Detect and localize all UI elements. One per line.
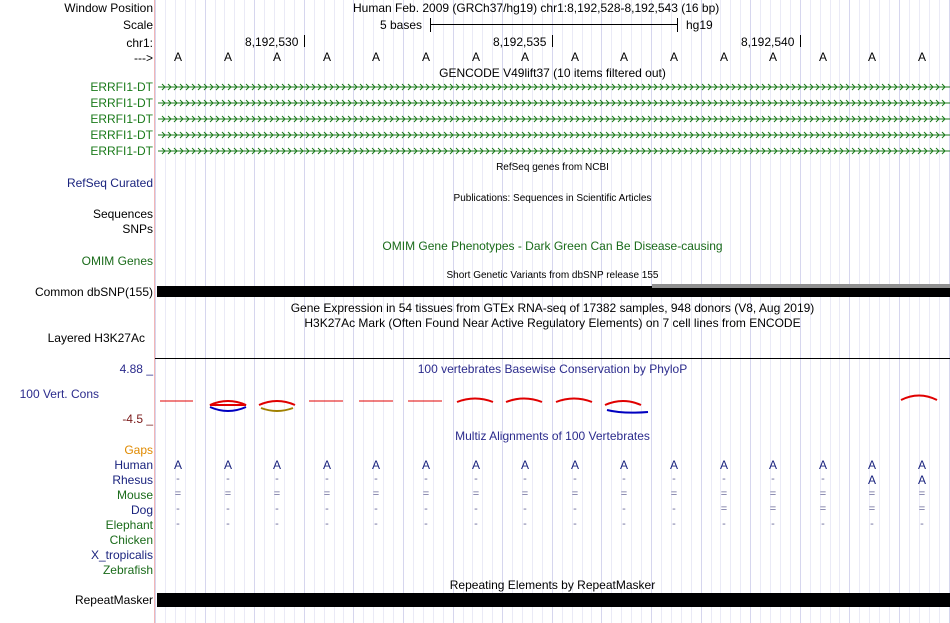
- base-letter: A: [173, 50, 182, 64]
- alignment-cell: -: [821, 518, 825, 530]
- alignment-cell: -: [523, 518, 527, 530]
- alignment-cell: A: [421, 458, 430, 472]
- base-letter: A: [867, 50, 876, 64]
- alignment-cell: -: [622, 518, 626, 530]
- alignment-cell: -: [573, 503, 577, 515]
- alignment-cell: =: [224, 488, 232, 500]
- gaps-label: Gaps: [124, 443, 153, 457]
- alignment-cell: -: [474, 503, 478, 515]
- alignment-cell: -: [722, 518, 726, 530]
- base-letter: A: [223, 50, 232, 64]
- gencode-transcript[interactable]: [158, 114, 950, 124]
- omim-track-title[interactable]: OMIM Gene Phenotypes - Dark Green Can Be Disease-causing: [382, 239, 723, 253]
- alignment-cell: -: [474, 518, 478, 530]
- alignment-cell: =: [273, 488, 281, 500]
- alignment-cell: -: [424, 473, 428, 485]
- h3k27ac-track-title[interactable]: H3K27Ac Mark (Often Found Near Active Regulatory Elements) on 7 cell lines from ENCODE: [304, 316, 801, 330]
- alignment-cell: -: [176, 503, 180, 515]
- dbsnp-track-title[interactable]: Short Genetic Variants from dbSNP release 155: [446, 270, 659, 281]
- gencode-item-label[interactable]: ERRFI1-DT: [90, 96, 153, 110]
- gencode-item-label[interactable]: ERRFI1-DT: [90, 80, 153, 94]
- species-label-elephant: Elephant: [105, 518, 153, 532]
- species-label-human: Human: [114, 458, 153, 472]
- multiz-track-title[interactable]: Multiz Alignments of 100 Vertebrates: [455, 429, 650, 443]
- alignment-cell: A: [223, 458, 232, 472]
- alignment-cell: -: [771, 473, 775, 485]
- alignment-cell: A: [818, 458, 827, 472]
- base-letter: A: [371, 50, 380, 64]
- base-letter: A: [421, 50, 430, 64]
- alignment-cell: =: [918, 488, 926, 500]
- alignment-cell: -: [424, 503, 428, 515]
- sequences-track-label[interactable]: Sequences: [92, 207, 153, 221]
- alignment-cell: =: [174, 488, 182, 500]
- assembly-position: Human Feb. 2009 (GRCh37/hg19) chr1:8,192,528-8,192,543 (16 bp): [353, 1, 720, 15]
- coord-tick: [304, 35, 305, 47]
- omim-track-label[interactable]: OMIM Genes: [81, 254, 153, 268]
- alignment-cell: A: [272, 458, 281, 472]
- snps-track-label[interactable]: SNPs: [122, 222, 153, 236]
- gencode-item-label[interactable]: ERRFI1-DT: [90, 128, 153, 142]
- species-label-dog: Dog: [130, 503, 153, 517]
- h3k27ac-baseline: [155, 358, 950, 359]
- phylop-max-label: 4.88 _: [119, 362, 153, 376]
- alignment-cell: =: [918, 503, 926, 515]
- alignment-cell: =: [720, 488, 728, 500]
- coord-tick: [800, 35, 801, 47]
- alignment-cell: -: [325, 473, 329, 485]
- phylop-track-title[interactable]: 100 vertebrates Basewise Conservation by PhyloP: [417, 362, 688, 376]
- alignment-cell: -: [275, 503, 279, 515]
- base-letter: A: [322, 50, 331, 64]
- refseq-track-label[interactable]: RefSeq Curated: [66, 176, 153, 190]
- alignment-cell: =: [720, 503, 728, 515]
- alignment-cell: -: [920, 518, 924, 530]
- gencode-transcript[interactable]: [158, 130, 950, 140]
- alignment-cell: A: [471, 458, 480, 472]
- alignment-cell: -: [474, 473, 478, 485]
- alignment-cell: -: [672, 503, 676, 515]
- repeatmasker-track-label[interactable]: RepeatMasker: [74, 593, 153, 607]
- alignment-cell: -: [722, 473, 726, 485]
- alignment-cell: =: [620, 488, 628, 500]
- base-letter: A: [719, 50, 728, 64]
- alignment-cell: -: [821, 473, 825, 485]
- species-label-zebrafish: Zebrafish: [102, 563, 153, 577]
- alignment-cell: -: [374, 473, 378, 485]
- scale-bar: [430, 18, 678, 32]
- base-letter: A: [570, 50, 579, 64]
- species-label-mouse: Mouse: [116, 488, 153, 502]
- h3k27ac-track-label[interactable]: Layered H3K27Ac: [47, 331, 145, 345]
- alignment-cell: -: [672, 518, 676, 530]
- alignment-cell: -: [622, 473, 626, 485]
- alignment-cell: -: [622, 503, 626, 515]
- base-letter: A: [768, 50, 777, 64]
- alignment-cell: A: [719, 458, 728, 472]
- repeatmasker-element-bar[interactable]: [157, 593, 950, 607]
- coord-tick-label: 8,192,535: [493, 35, 547, 49]
- alignment-cell: =: [819, 488, 827, 500]
- alignment-cell: =: [868, 503, 876, 515]
- phylop-track-label[interactable]: 100 Vert. Cons: [19, 387, 99, 401]
- base-letter: A: [669, 50, 678, 64]
- gencode-transcript[interactable]: [158, 82, 950, 92]
- alignment-cell: -: [771, 518, 775, 530]
- alignment-cell: -: [226, 473, 230, 485]
- strand-label: --->: [134, 51, 153, 65]
- alignment-cell: -: [523, 473, 527, 485]
- alignment-cell: -: [573, 473, 577, 485]
- species-label-xtropicalis: X_tropicalis: [90, 548, 153, 562]
- base-letter: A: [520, 50, 529, 64]
- alignment-cell: -: [672, 473, 676, 485]
- window-position-label: Window Position: [64, 1, 153, 15]
- chrom-label: chr1:: [126, 36, 153, 50]
- alignment-cell: =: [323, 488, 331, 500]
- base-letter: A: [471, 50, 480, 64]
- gencode-transcript[interactable]: [158, 98, 950, 108]
- alignment-cell: -: [523, 503, 527, 515]
- alignment-cell: =: [521, 488, 529, 500]
- dbsnp-track-label[interactable]: Common dbSNP(155): [34, 285, 153, 299]
- alignment-cell: -: [424, 518, 428, 530]
- alignment-cell: A: [619, 458, 628, 472]
- alignment-cell: -: [176, 518, 180, 530]
- alignment-cell: =: [868, 488, 876, 500]
- alignment-cell: =: [769, 503, 777, 515]
- alignment-cell: -: [176, 473, 180, 485]
- coord-tick: [552, 35, 553, 47]
- alignment-cell: A: [669, 458, 678, 472]
- alignment-cell: -: [275, 473, 279, 485]
- alignment-cell: A: [520, 458, 529, 472]
- alignment-cell: =: [372, 488, 380, 500]
- alignment-cell: -: [573, 518, 577, 530]
- alignment-cell: -: [374, 503, 378, 515]
- alignment-cell: A: [322, 458, 331, 472]
- alignment-cell: A: [917, 473, 926, 487]
- alignment-cell: =: [769, 488, 777, 500]
- alignment-cell: A: [917, 458, 926, 472]
- gencode-item-label[interactable]: ERRFI1-DT: [90, 144, 153, 158]
- gencode-track-title[interactable]: GENCODE V49lift37 (10 items filtered out): [439, 66, 666, 80]
- scale-assembly: hg19: [686, 18, 713, 32]
- coord-tick-label: 8,192,540: [741, 35, 795, 49]
- alignment-cell: -: [226, 503, 230, 515]
- species-label-chicken: Chicken: [109, 533, 153, 547]
- alignment-cell: A: [371, 458, 380, 472]
- alignment-cell: -: [870, 518, 874, 530]
- alignment-cell: A: [570, 458, 579, 472]
- alignment-cell: =: [670, 488, 678, 500]
- base-letter: A: [619, 50, 628, 64]
- alignment-cell: -: [325, 518, 329, 530]
- alignment-cell: =: [472, 488, 480, 500]
- alignment-cell: =: [571, 488, 579, 500]
- scale-label: Scale: [122, 18, 153, 32]
- alignment-cell: A: [867, 458, 876, 472]
- gencode-item-label[interactable]: ERRFI1-DT: [90, 112, 153, 126]
- alignment-cell: -: [275, 518, 279, 530]
- gtex-track-title[interactable]: Gene Expression in 54 tissues from GTEx RNA-seq of 17382 samples, 948 donors (V8, Aug 2019): [290, 301, 815, 315]
- coord-tick-label: 8,192,530: [245, 35, 299, 49]
- alignment-cell: A: [173, 458, 182, 472]
- alignment-cell: =: [819, 503, 827, 515]
- alignment-cell: -: [374, 518, 378, 530]
- alignment-cell: -: [325, 503, 329, 515]
- scale-bases-text: 5 bases: [380, 18, 423, 32]
- alignment-cell: A: [768, 458, 777, 472]
- track-label-column: [0, 0, 153, 623]
- species-label-rhesus: Rhesus: [112, 473, 153, 487]
- phylop-min-label: -4.5 _: [122, 412, 153, 426]
- base-letter: A: [272, 50, 281, 64]
- dbsnp-variant-overlap[interactable]: [652, 284, 950, 288]
- alignment-cell: =: [422, 488, 430, 500]
- publications-track-title[interactable]: Publications: Sequences in Scientific Articles: [453, 193, 652, 204]
- refseq-track-title[interactable]: RefSeq genes from NCBI: [496, 162, 609, 173]
- phylop-graph[interactable]: [155, 385, 950, 415]
- alignment-cell: -: [226, 518, 230, 530]
- base-letter: A: [818, 50, 827, 64]
- alignment-cell: A: [867, 473, 876, 487]
- base-letter: A: [917, 50, 926, 64]
- repeatmasker-track-title[interactable]: Repeating Elements by RepeatMasker: [449, 578, 656, 592]
- gencode-transcript[interactable]: [158, 146, 950, 156]
